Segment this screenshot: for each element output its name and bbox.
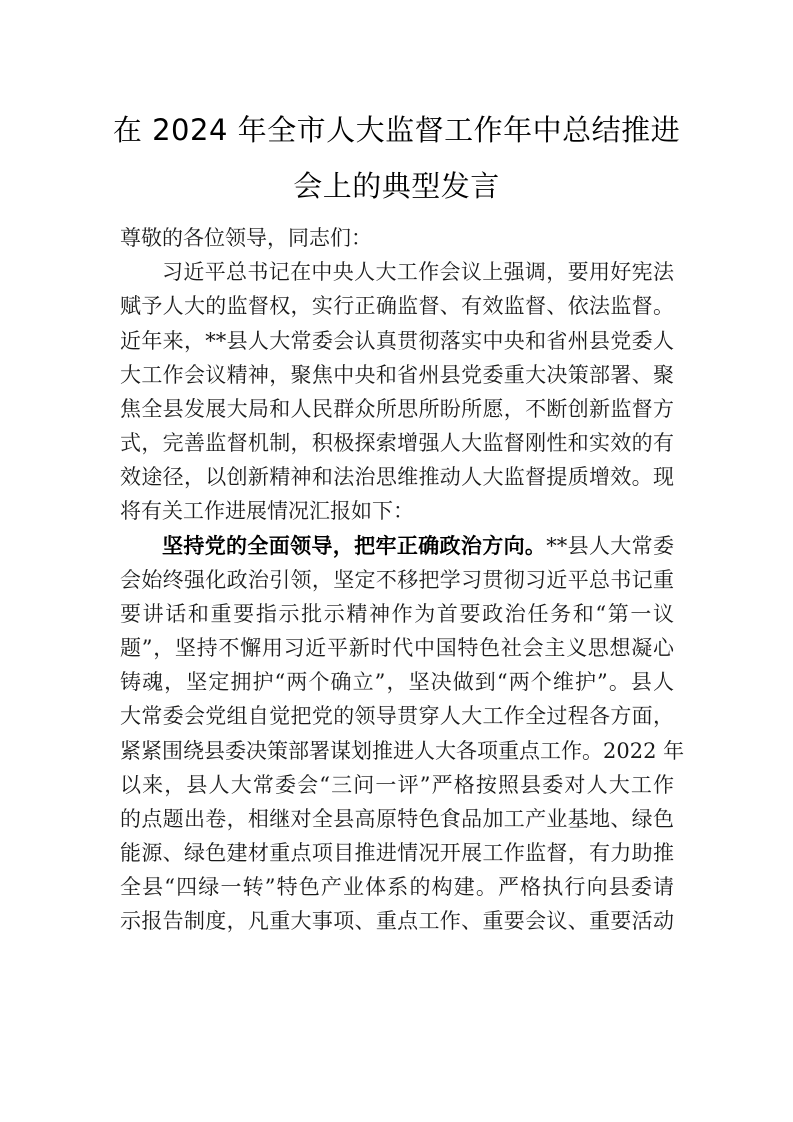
document-title-line-2: 会上的典型发言 — [293, 169, 500, 203]
paragraph-1-line: 大工作会议精神，聚焦中央和省州县党委重大决策部署、聚 — [120, 363, 674, 387]
paragraph-1-line: 赋予人大的监督权，实行正确监督、有效监督、依法监督。 — [120, 294, 674, 318]
paragraph-1-line: 近年来，**县人大常委会认真贯彻落实中央和省州县党委人 — [120, 329, 674, 353]
paragraph-2-line: 大常委会党组自觉把党的领导贯穿人大工作全过程各方面， — [120, 704, 674, 728]
paragraph-1-line: 将有关工作进展情况汇报如下： — [120, 499, 414, 523]
paragraph-1-line: 焦全县发展大局和人民群众所思所盼所愿，不断创新监督方 — [120, 397, 674, 421]
paragraph-2-line: 示报告制度，凡重大事项、重点工作、重要会议、重要活动 — [120, 909, 674, 933]
paragraph-1-line: 习近平总书记在中央人大工作会议上强调，要用好宪法 — [162, 260, 674, 284]
paragraph-2-line: 的点题出卷，相继对全县高原特色食品加工产业基地、绿色 — [120, 807, 674, 831]
paragraph-2-line: 能源、绿色建材重点项目推进情况开展工作监督，有力助推 — [120, 841, 674, 865]
paragraph-2-first-line — [162, 530, 674, 562]
paragraph-2-heading: 坚持党的全面领导，把牢正确政治方向。 — [162, 534, 547, 558]
paragraph-1-line: 效途径，以创新精神和法治思维推动人大监督提质增效。现 — [120, 465, 674, 489]
salutation: 尊敬的各位领导，同志们： — [120, 226, 372, 250]
paragraph-2-line: 全县“四绿一转”特色产业体系的构建。严格执行向县委请 — [120, 875, 674, 899]
paragraph-2-line: 会始终强化政治引领，坚定不移把学习贯彻习近平总书记重 — [120, 568, 674, 592]
paragraph-1-line: 式，完善监督机制，积极探索增强人大监督刚性和实效的有 — [120, 431, 674, 455]
paragraph-2-line: 题”，坚持不懈用习近平新时代中国特色社会主义思想凝心 — [120, 636, 674, 660]
paragraph-2-first-rest: **县人大常委 — [546, 534, 675, 558]
paragraph-2-line: 要讲话和重要指示批示精神作为首要政治任务和“第一议 — [120, 602, 674, 626]
paragraph-2-line: 以来，县人大常委会“三问一评”严格按照县委对人大工作 — [120, 773, 674, 797]
paragraph-2-line: 铸魂，坚定拥护“两个确立”，坚决做到“两个维护”。县人 — [120, 670, 674, 694]
paragraph-2-line: 紧紧围绕县委决策部署谋划推进人大各项重点工作。2022 年 — [120, 739, 685, 763]
document-title-line-1: 在 2024 年全市人大监督工作年中总结推进 — [112, 113, 681, 147]
